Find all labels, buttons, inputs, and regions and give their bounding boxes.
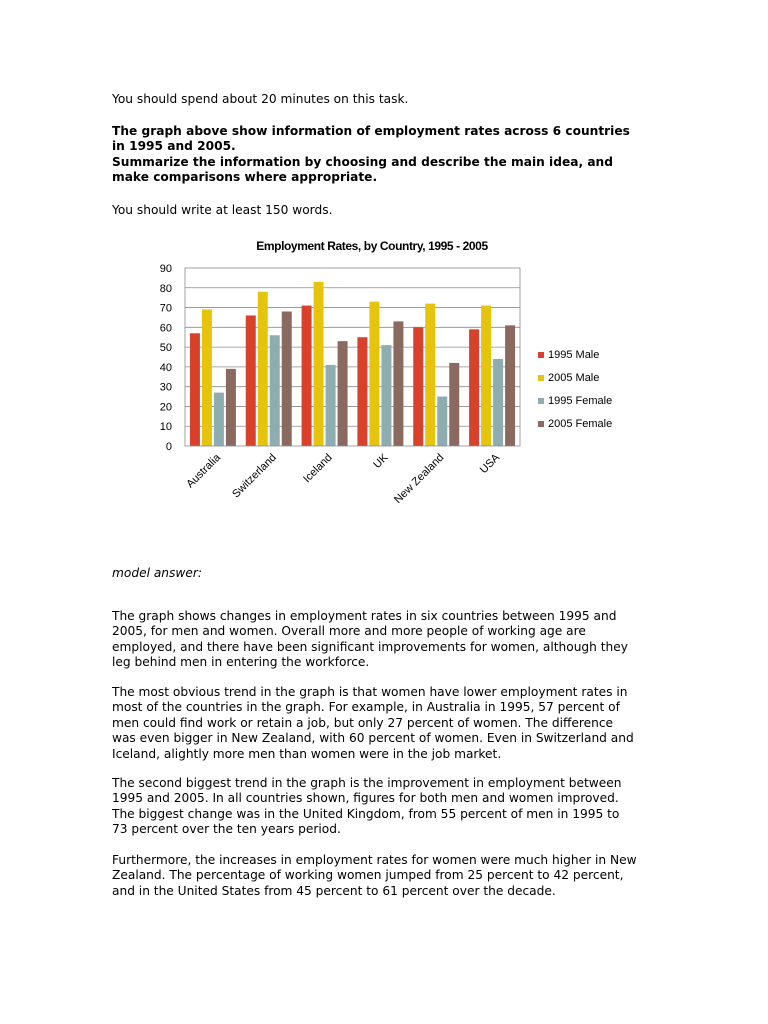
instruction-time (112, 92, 672, 107)
answer-paragraph-4 (112, 853, 672, 899)
x-axis-ticks (184, 451, 502, 506)
task-line: Summarize the information by choosing and describe the main idea, and (112, 154, 613, 169)
bar (481, 306, 491, 446)
y-tick-label: 0 (165, 441, 172, 453)
x-tick-label: Switzerland (230, 451, 279, 501)
bar (338, 341, 348, 446)
y-tick-label: 20 (159, 401, 172, 414)
bar (190, 333, 200, 446)
legend-label: 1995 Female (548, 395, 613, 407)
bar (258, 292, 268, 446)
bar (369, 302, 379, 446)
bar (437, 397, 447, 446)
bar (413, 327, 423, 446)
answer-line: was even bigger in New Zealand, with 60 percent of women. Even in Switzerland and (112, 731, 634, 746)
bar (214, 393, 224, 446)
chart-title: Employment Rates, by Country, 1995 - 2005 (256, 239, 488, 253)
bar (493, 359, 503, 446)
answer-line: The most obvious trend in the graph is that women have lower employment rates in (112, 685, 628, 699)
answer-line: most of the countries in the graph. For example, in Australia in 1995, 57 percent of (112, 700, 620, 715)
bar (282, 312, 292, 446)
bar (314, 282, 324, 446)
bar (449, 363, 459, 446)
y-tick-label: 70 (159, 302, 172, 315)
legend-label: 1995 Male (548, 349, 600, 361)
legend-swatch (538, 352, 544, 358)
answer-line: employed, and there have been significant improvements for women, although they (112, 639, 628, 654)
task-line: make comparisons where appropriate. (112, 170, 378, 185)
task-line: in 1995 and 2005. (112, 139, 236, 154)
answer-paragraph-2 (112, 685, 672, 762)
y-tick-label: 10 (159, 421, 172, 434)
y-axis-ticks (160, 263, 172, 453)
y-tick-label: 30 (159, 381, 172, 394)
legend-label: 2005 Male (548, 372, 600, 384)
bar (469, 329, 479, 446)
bar (302, 306, 312, 446)
x-tick-label: Australia (184, 451, 224, 491)
x-tick-label: UK (371, 451, 391, 471)
answer-line: Zealand. The percentage of working women jumped from 25 percent to 42 percent, (112, 868, 624, 883)
answer-line: Iceland, alightly more men than women were in the job market. (112, 746, 502, 761)
answer-line: and in the United States from 45 percent to 61 percent over the decade. (112, 883, 556, 898)
model-answer-label (112, 566, 672, 581)
answer-paragraph-3 (112, 776, 672, 838)
answer-line: leg behind men in entering the workforce. (112, 655, 370, 670)
y-tick-label: 50 (159, 342, 172, 355)
x-tick-label: USA (477, 451, 503, 477)
legend-swatch (538, 421, 544, 427)
bar (505, 325, 515, 446)
x-tick-label: Iceland (301, 451, 335, 486)
legend-swatch (538, 375, 544, 381)
employment-chart (140, 230, 640, 530)
bar (381, 345, 391, 446)
answer-line: 73 percent over the ten years period. (112, 822, 341, 837)
answer-line: 2005, for men and women. Overall more and more people of working age are (112, 624, 586, 639)
bar (202, 310, 212, 446)
legend-swatch (538, 398, 544, 404)
y-tick-label: 90 (159, 263, 172, 275)
chart-legend (538, 349, 612, 430)
task-line: The graph above show information of employment rates across 6 countries (112, 124, 630, 138)
task-description (112, 124, 672, 186)
word-count-instruction (112, 203, 672, 218)
legend-label: 2005 Female (548, 418, 613, 430)
answer-line: men could find work or retain a job, but only 27 percent of women. The difference (112, 715, 614, 730)
bar (270, 335, 280, 446)
bar (393, 321, 403, 446)
y-tick-label: 40 (159, 361, 172, 374)
bar (326, 365, 336, 446)
x-tick-label: New Zealand (392, 451, 447, 506)
answer-line: The biggest change was in the United Kingdom, from 55 percent of men in 1995 to (112, 806, 620, 821)
y-tick-label: 60 (159, 322, 172, 335)
bar (357, 337, 367, 446)
bar (425, 304, 435, 446)
word-count-text: You should write at least 150 words. (112, 203, 333, 217)
answer-line: The graph shows changes in employment rates in six countries between 1995 and (112, 609, 617, 623)
instruction-time-text: You should spend about 20 minutes on this task. (112, 92, 409, 106)
chart-bars (190, 282, 515, 446)
bar (226, 369, 236, 446)
answer-paragraph-1 (112, 609, 672, 671)
model-answer-label-text: model answer: (112, 566, 202, 580)
answer-line: The second biggest trend in the graph is the improvement in employment between (112, 776, 622, 790)
y-tick-label: 80 (159, 282, 172, 295)
bar (246, 315, 256, 446)
answer-line: Furthermore, the increases in employment rates for women were much higher in New (112, 853, 637, 867)
answer-line: 1995 and 2005. In all countries shown, figures for both men and women improved. (112, 791, 619, 806)
